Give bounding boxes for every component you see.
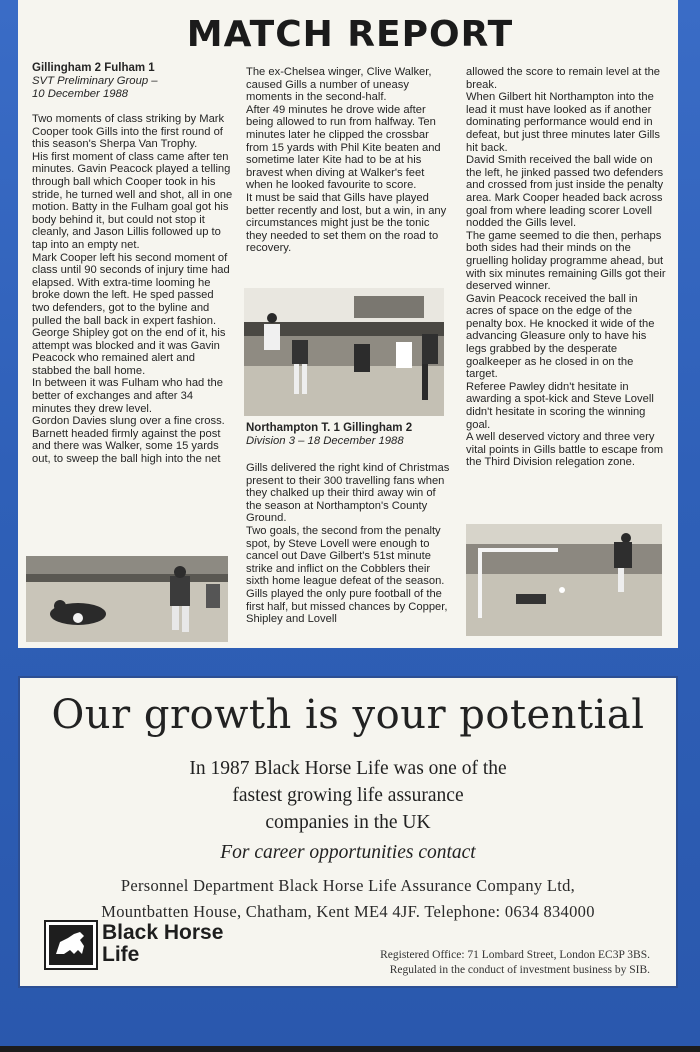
match-photo-goalkeeper-dive — [26, 556, 228, 642]
paragraph: George Shipley got on the end of it, his attempt was blocked and it was Gavin Peacock who remained alert and stabbed the ball home. — [32, 327, 226, 377]
paragraph: The ex-Chelsea winger, Clive Walker, caused Gills a number of uneasy moments in the second-half. — [246, 66, 432, 104]
brand-logo-text — [102, 922, 223, 966]
match-subheading: Division 3 – 18 December 1988 — [246, 435, 404, 447]
black-horse-logo-icon — [44, 920, 98, 970]
paragraph: Two goals, the second from the penalty spot, by Steve Lovell were enough to cancel out Dave Gilbert's 51st minute strike and inflict on the Cobblers their sixth home league defeat of the season. — [246, 524, 445, 588]
paragraph: Gills delivered the right kind of Christmas present to their 300 travelling fans when they chalked up their third away win of the season at Northampton's County Ground. — [246, 462, 450, 525]
reg-line: Regulated in the conduct of investment business by SIB. — [389, 964, 650, 976]
match-photo-heading-duel — [244, 288, 444, 416]
paragraph: Mark Cooper left his second moment of class until 90 seconds of injury time had elapsed. With extra-time looming he broke down the left. He sped passed two defenders, got to the byline and pulled the ball back in expert fashion. — [32, 251, 230, 327]
paragraph: Referee Pawley didn't hesitate in awarding a spot-kick and Steve Lovell didn't hesitate in scoring the winning goal. — [466, 380, 654, 431]
paragraph: It must be said that Gills have played better recently and lost, but a win, in any circumstances might just be the tonic they needed to set them on the road to recovery. — [246, 191, 447, 255]
match-date: 10 December 1988 — [32, 87, 129, 100]
paragraph: A well deserved victory and three very vital points in Gills battle to escape from the Third Division relegation zone. — [466, 431, 664, 469]
match-photo-penalty — [466, 524, 662, 636]
brand-line: Black Horse — [102, 921, 224, 944]
column-2-continued — [246, 462, 452, 626]
ad-line: In 1987 Black Horse Life was one of the — [189, 758, 507, 779]
registered-office-note — [380, 948, 650, 978]
ad-line: companies in the UK — [265, 812, 431, 833]
paragraph: When Gilbert hit Northampton into the lead it must have looked as if another dominating performance would end in defeat, but just three minutes later Gills hit back. — [466, 91, 661, 154]
paragraph: The game seemed to die then, perhaps both sides had their minds on the gruelling holiday programme ahead, but with six minutes remaining Gills got their deserved winner. — [466, 229, 666, 293]
paragraph: Two moments of class striking by Mark Cooper took Gills into the first round of this season's Sherpa Van Trophy. — [32, 113, 225, 151]
match-heading: Northampton T. 1 Gillingham 2 — [246, 422, 413, 434]
paragraph: Gills played the only pure football of the first half, but missed chances by Copper, Shipley and Lovell — [246, 587, 448, 626]
column-3 — [466, 66, 668, 469]
page-title: MATCH REPORT — [186, 14, 514, 55]
paragraph: Gordon Davies slung over a fine cross. Barnett headed firmly against the post and there was Walker, some 15 yards out, to sweep the ball high into the net — [32, 415, 225, 466]
match-heading: Gillingham 2 Fulham 1 — [32, 62, 155, 74]
paragraph: Gavin Peacock received the ball in acres of space on the edge of the penalty box. He knocked it wide of the advancing Gleasure only to have his legs grabbed by the desperate goalkeeper as he closed in on the target. — [466, 292, 655, 381]
paragraph: allowed the score to remain level at the break. — [466, 66, 661, 91]
ad-address: Personnel Department Black Horse Life Assurance Company Ltd, — [120, 876, 576, 895]
ad-headline: Our growth is your potential — [51, 692, 645, 738]
ad-cta: For career opportunities contact — [220, 842, 476, 863]
brand-line: Life — [102, 943, 140, 966]
match-subheading: SVT Preliminary Group – — [32, 75, 158, 87]
column-2 — [246, 66, 452, 255]
bottom-edge — [0, 1046, 700, 1052]
advertisement — [18, 676, 678, 988]
match2-header — [246, 422, 452, 461]
column-1 — [32, 62, 234, 466]
paragraph: In between it was Fulham who had the better of exchanges and after 34 minutes they drew level. — [32, 377, 223, 415]
paragraph: After 49 minutes he drove wide after being allowed to run from halfway. Ten minutes later he clipped the crossbar from 15 yards with Phil Kite beaten and sometime later Kite had to be at his bravest when diving at Walker's feet when he looked favourite to score. — [246, 103, 441, 192]
paragraph: David Smith received the ball wide on the left, he jinked passed two defenders and crossed from just inside the penalty area. Mark Cooper headed back across goal from where leading scorer Lovell nodded the Gills level. — [466, 154, 664, 230]
reg-line: Registered Office: 71 Lombard Street, London EC3P 3BS. — [380, 949, 650, 961]
ad-line: fastest growing life assurance — [232, 785, 464, 806]
paragraph: His first moment of class came after ten minutes. Gavin Peacock played a telling through ball which Cooper took in his stride, he turned well and shot, all in one motion. Batty in the Fulham goal got his body behind it, but could not stop it cleanly, and Jason Lillis followed up to tap into an empty net. — [32, 150, 233, 251]
ad-address: Mountbatten House, Chatham, Kent ME4 4JF. Telephone: 0634 834000 — [101, 902, 595, 921]
